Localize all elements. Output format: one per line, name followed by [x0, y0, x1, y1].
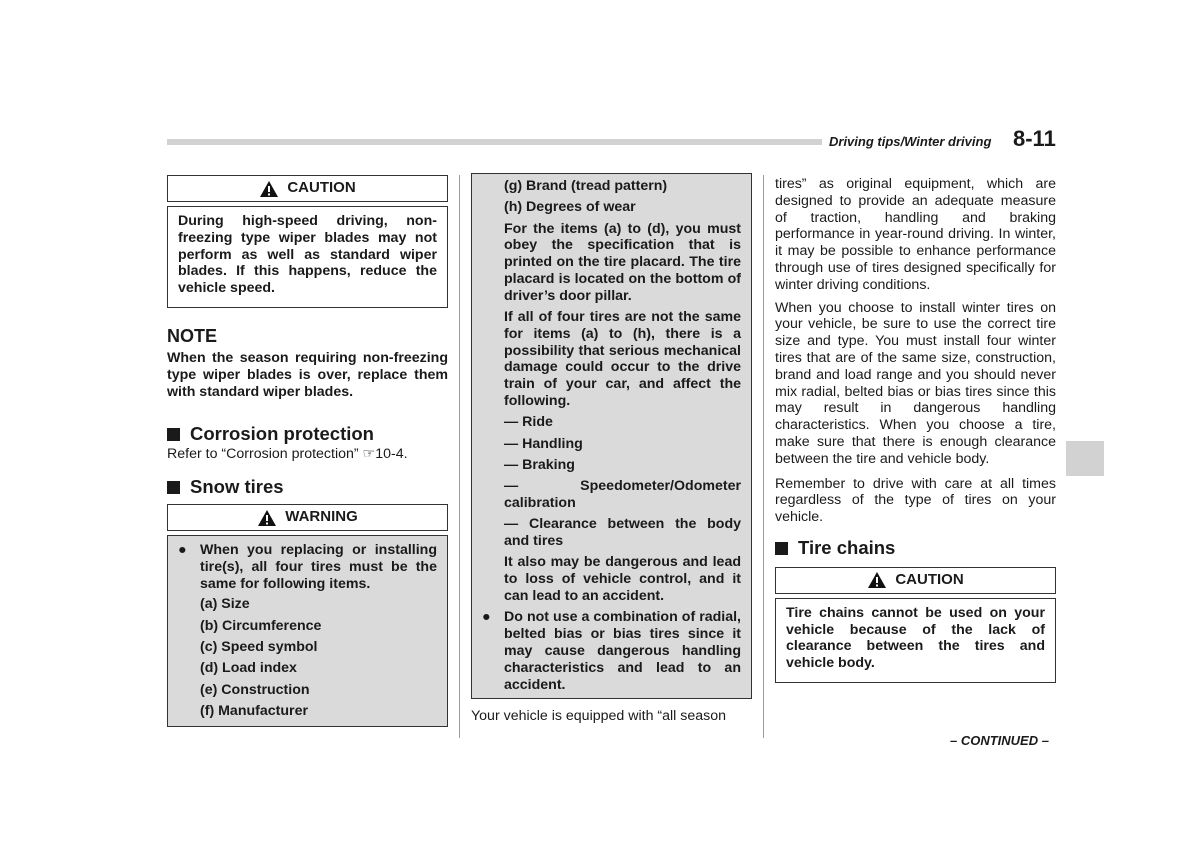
caution-paragraph: Tire chains cannot be used on your vehicle because of the lack of clearance between the tires and vehicle body. — [786, 604, 1045, 672]
paragraph: Remember to drive with care at all times regardless of the type of tires on your vehicle. — [775, 475, 1056, 526]
right-column — [775, 176, 1056, 683]
list-item: (b) Circumference — [200, 617, 322, 634]
list-item: (d) Load index — [200, 660, 297, 677]
bullet-dot: ● — [178, 542, 187, 559]
caution-header — [167, 175, 448, 202]
column-divider — [459, 175, 460, 738]
warning-bullet-text: When you replacing or installing tire(s), all four tires must be the same for following items. — [200, 542, 437, 592]
warning-continued-box — [471, 173, 752, 699]
paragraph: When you choose to install winter tires on your vehicle, be sure to use the correct tire size and type. You must install four winter tires that are of the same size, construction, brand and load range and you should never mix radial, belted bias or bias tires since this may result in dangerous handling characteristics. When you choose a tire, make sure that there is enough clearance between the tire and vehicle body. — [775, 299, 1056, 467]
list-item: (a) Size — [200, 596, 250, 613]
caution-header — [775, 567, 1056, 594]
caution-box — [775, 567, 1056, 684]
warning-bullet — [482, 609, 741, 693]
warning-triangle-icon — [867, 571, 887, 589]
warning-box — [167, 504, 448, 727]
middle-column — [471, 173, 752, 725]
tire-chains-title: Tire chains — [798, 536, 896, 558]
list-item: (g) Brand (tread pattern) — [504, 178, 668, 194]
all-season-text: Your vehicle is equipped with “all season — [471, 708, 727, 725]
tire-item-list-continued — [482, 178, 741, 605]
page-number: 8-11 — [1013, 126, 1056, 151]
bullet-dot: ● — [482, 609, 491, 626]
caution-text — [775, 598, 1056, 684]
section-square-icon — [167, 481, 180, 494]
warning-triangle-icon — [257, 509, 277, 527]
warning-body — [167, 535, 448, 727]
caution-text — [167, 206, 448, 308]
note-text: When the season requiring non-freezing type wiper blades is over, replace them with standard wiper blades. — [167, 350, 448, 400]
corrosion-title: Corrosion protection — [190, 422, 374, 444]
effect-item: — Speedometer/Odometer calibration — [504, 478, 741, 512]
list-item: (c) Speed symbol — [200, 639, 318, 656]
section-square-icon — [167, 428, 180, 441]
warning-header — [167, 504, 448, 531]
caution-label: CAUTION — [287, 179, 356, 197]
tire-chains-heading — [775, 536, 1056, 558]
snow-tires-title: Snow tires — [190, 476, 284, 498]
list-item: (e) Construction — [200, 681, 310, 698]
tire-item-list — [178, 596, 437, 719]
list-item: (h) Degrees of wear — [504, 199, 636, 216]
corrosion-heading — [167, 422, 448, 444]
danger-paragraph: It also may be dangerous and lead to loss of vehicle control, and it can lead to an accident. — [504, 554, 741, 605]
note-title: NOTE — [167, 326, 218, 347]
left-column — [167, 175, 448, 727]
section-square-icon — [775, 542, 788, 555]
spec-paragraph: For the items (a) to (d), you must obey the specification that is printed on the tire placard. The tire placard is located on the bottom of driver’s door pillar. — [504, 220, 741, 304]
column-divider — [763, 175, 764, 738]
warning-bullet — [178, 542, 437, 592]
effect-item: — Ride — [504, 414, 553, 431]
warning-bullet-text: Do not use a combination of radial, belted bias or bias tires since it may cause dangerous handling characteristics and lead to an accident. — [504, 609, 741, 693]
section-title: Driving tips/Winter driving — [829, 134, 992, 149]
chapter-tab — [1066, 441, 1104, 476]
effect-item: — Braking — [504, 456, 575, 473]
effect-item: — Handling — [504, 435, 583, 452]
mismatch-paragraph: If all of four tires are not the same for items (a) to (h), there is a possibility that serious mechanical damage could occur to the drive train of your car, and affect the following. — [504, 309, 741, 410]
caution-box — [167, 175, 448, 308]
header-rule — [167, 139, 822, 145]
continued-label: – CONTINUED – — [950, 733, 1049, 748]
snow-tires-heading — [167, 476, 448, 498]
warning-label: WARNING — [285, 508, 358, 526]
effect-item: — Clearance between the body and tires — [504, 516, 741, 550]
warning-triangle-icon — [259, 180, 279, 198]
caution-paragraph: During high-speed driving, non-freezing type wiper blades may not perform as well as standard wiper blades. If this happens, reduce the vehicle speed. — [178, 213, 437, 297]
corrosion-reference: Refer to “Corrosion protection” ☞10-4. — [167, 446, 408, 463]
paragraph: tires” as original equipment, which are designed to provide an adequate measure of traction, handling and braking performance in year-round driving. In winter, it may be possible to enhance performance through use of tires designed specifically for winter driving conditions. — [775, 176, 1056, 293]
list-item: (f) Manufacturer — [200, 702, 308, 719]
caution-label: CAUTION — [895, 570, 964, 588]
